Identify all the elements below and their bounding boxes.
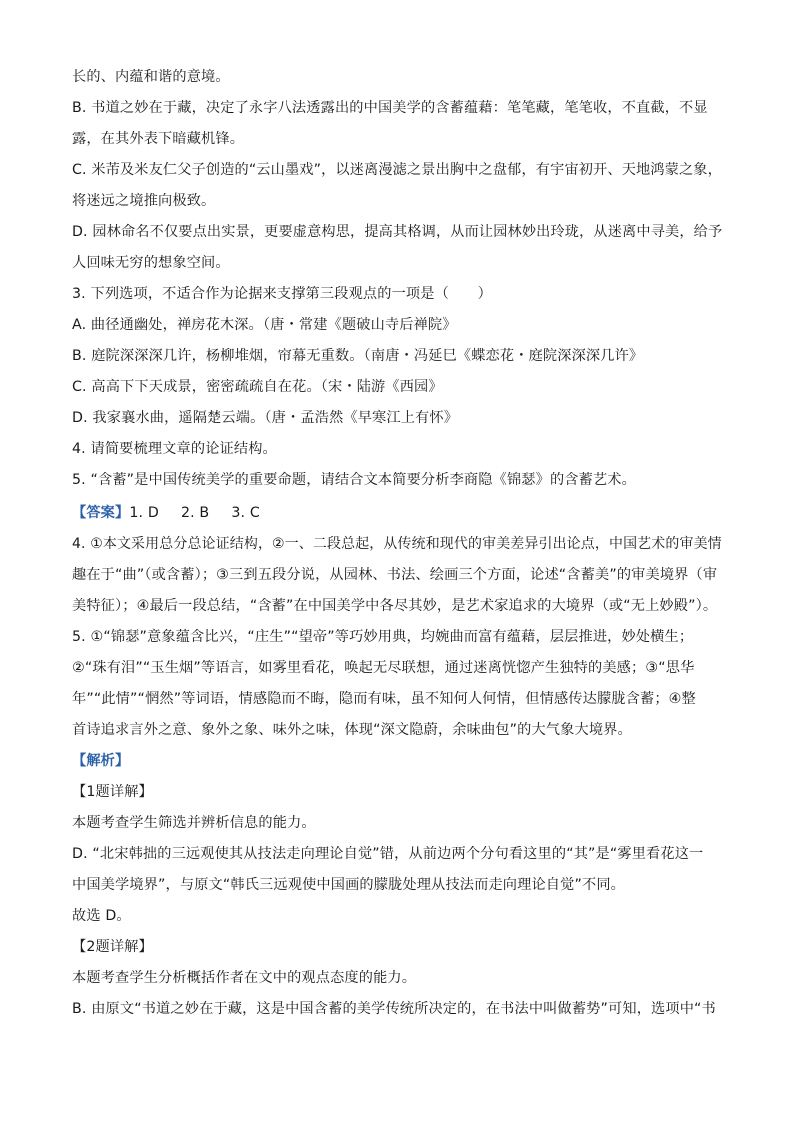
- answer-5-line: 5. ①“锦瑟”意象蕴含比兴，“庄生”“望帝”等巧妙用典，均婉曲而富有蕴藉，层层推进，妙处横生；: [72, 629, 694, 645]
- text-line: 本题考查学生筛选并辨析信息的能力。: [72, 815, 316, 831]
- text-line: 露，在其外表下暗藏机锋。: [72, 131, 245, 147]
- answer-5-line: ②“珠有泪”“玉生烟”等语言，如雾里看花，唤起无尽联想，通过迷离恍惚产生独特的美感；③“思华: [72, 660, 695, 676]
- answer-5-line: 年”“此情”“惘然”等词语，情感隐而不晦，隐而有味，虽不知何人何情，但情感传达朦胧含蓄；④整: [72, 691, 696, 707]
- answer-line: [72, 503, 260, 523]
- text-line: 中国美学境界”，与原文“韩氏三远观使中国画的朦胧处理从技法而走向理论自觉”不同。: [72, 877, 625, 893]
- answer-3: 3. C: [231, 505, 260, 521]
- analysis-tag: 【解析】: [72, 753, 130, 769]
- option-d-line: D. 园林命名不仅要点出实景，更要虚意构思，提高其格调，从而让园林妙出玲珑，从迷离中寻美，给予: [72, 224, 723, 240]
- question-3-option-c: C. 高高下下天成景，密密疏疏自在花。（宋・陆游《西园》: [72, 379, 443, 395]
- question-3-option-d: D. 我家襄水曲，遥隔楚云端。（唐・孟浩然《早寒江上有怀》: [72, 410, 459, 426]
- text-line: 人回味无穷的想象空间。: [72, 255, 230, 271]
- section-heading: 【2题详解】: [72, 939, 153, 955]
- question-5: 5. “含蓄”是中国传统美学的重要命题，请结合文本简要分析李商隐《锦瑟》的含蓄艺术。: [72, 472, 636, 488]
- text-line: 长的、内蕴和谐的意境。: [72, 69, 230, 85]
- text-line: D. “北宋韩拙的三远观使其从技法走向理论自觉”错，从前边两个分句看这里的“其”是“雾里看花这一: [72, 846, 704, 862]
- text-line: B. 由原文“书道之妙在于藏，这是中国含蓄的美学传统所决定的，在书法中叫做蓄势”可知，选项中“书: [72, 1001, 716, 1017]
- option-b-line: B. 书道之妙在于藏，决定了永字八法透露出的中国美学的含蓄蕴藉：笔笔藏，笔笔收，不直截，不显: [72, 100, 708, 116]
- text-line: 本题考查学生分析概括作者在文中的观点态度的能力。: [72, 970, 417, 986]
- answer-5-line: 首诗追求言外之意、象外之象、味外之味，体现“深文隐蔚，余味曲包”的大气象大境界。: [72, 722, 632, 738]
- question-4: 4. 请简要梳理文章的论证结构。: [72, 441, 277, 457]
- text-line: 故选 D。: [72, 908, 131, 924]
- section-heading: 【1题详解】: [72, 784, 153, 800]
- answer-4-line: 趣在于“曲”（或含蓄）；③三到五段分说，从园林、书法、绘画三个方面，论述“含蓄美”的审美境界（审: [72, 567, 718, 583]
- answer-2: 2. B: [180, 505, 210, 521]
- question-3-option-a: A. 曲径通幽处，禅房花木深。（唐・常建《题破山寺后禅院》: [72, 317, 457, 333]
- answer-tag: 【答案】: [72, 505, 130, 521]
- text-line: 将迷远之境推向极致。: [72, 193, 216, 209]
- option-c-line: C. 米芾及米友仁父子创造的“云山墨戏”，以迷离漫滤之景出胸中之盘郁，有宇宙初开、天地鸿蒙之象，: [72, 162, 722, 178]
- question-3-option-b: B. 庭院深深深几许，杨柳堆烟，帘幕无重数。（南唐・冯延巳《蝶恋花・庭院深深深几许》: [72, 348, 644, 364]
- answer-1: 1. D: [129, 505, 159, 521]
- answer-4-line: 4. ①本文采用总分总论证结构，②一、二段总起，从传统和现代的审美差异引出论点，中国艺术的审美情: [72, 536, 722, 552]
- answer-4-line: 美特征）；④最后一段总结，“含蓄”在中国美学中各尽其妙，是艺术家追求的大境界（或“无上妙殿”）。: [72, 598, 718, 614]
- question-3: 3. 下列选项，不适合作为论据来支撑第三段观点的一项是（ ）: [72, 286, 492, 302]
